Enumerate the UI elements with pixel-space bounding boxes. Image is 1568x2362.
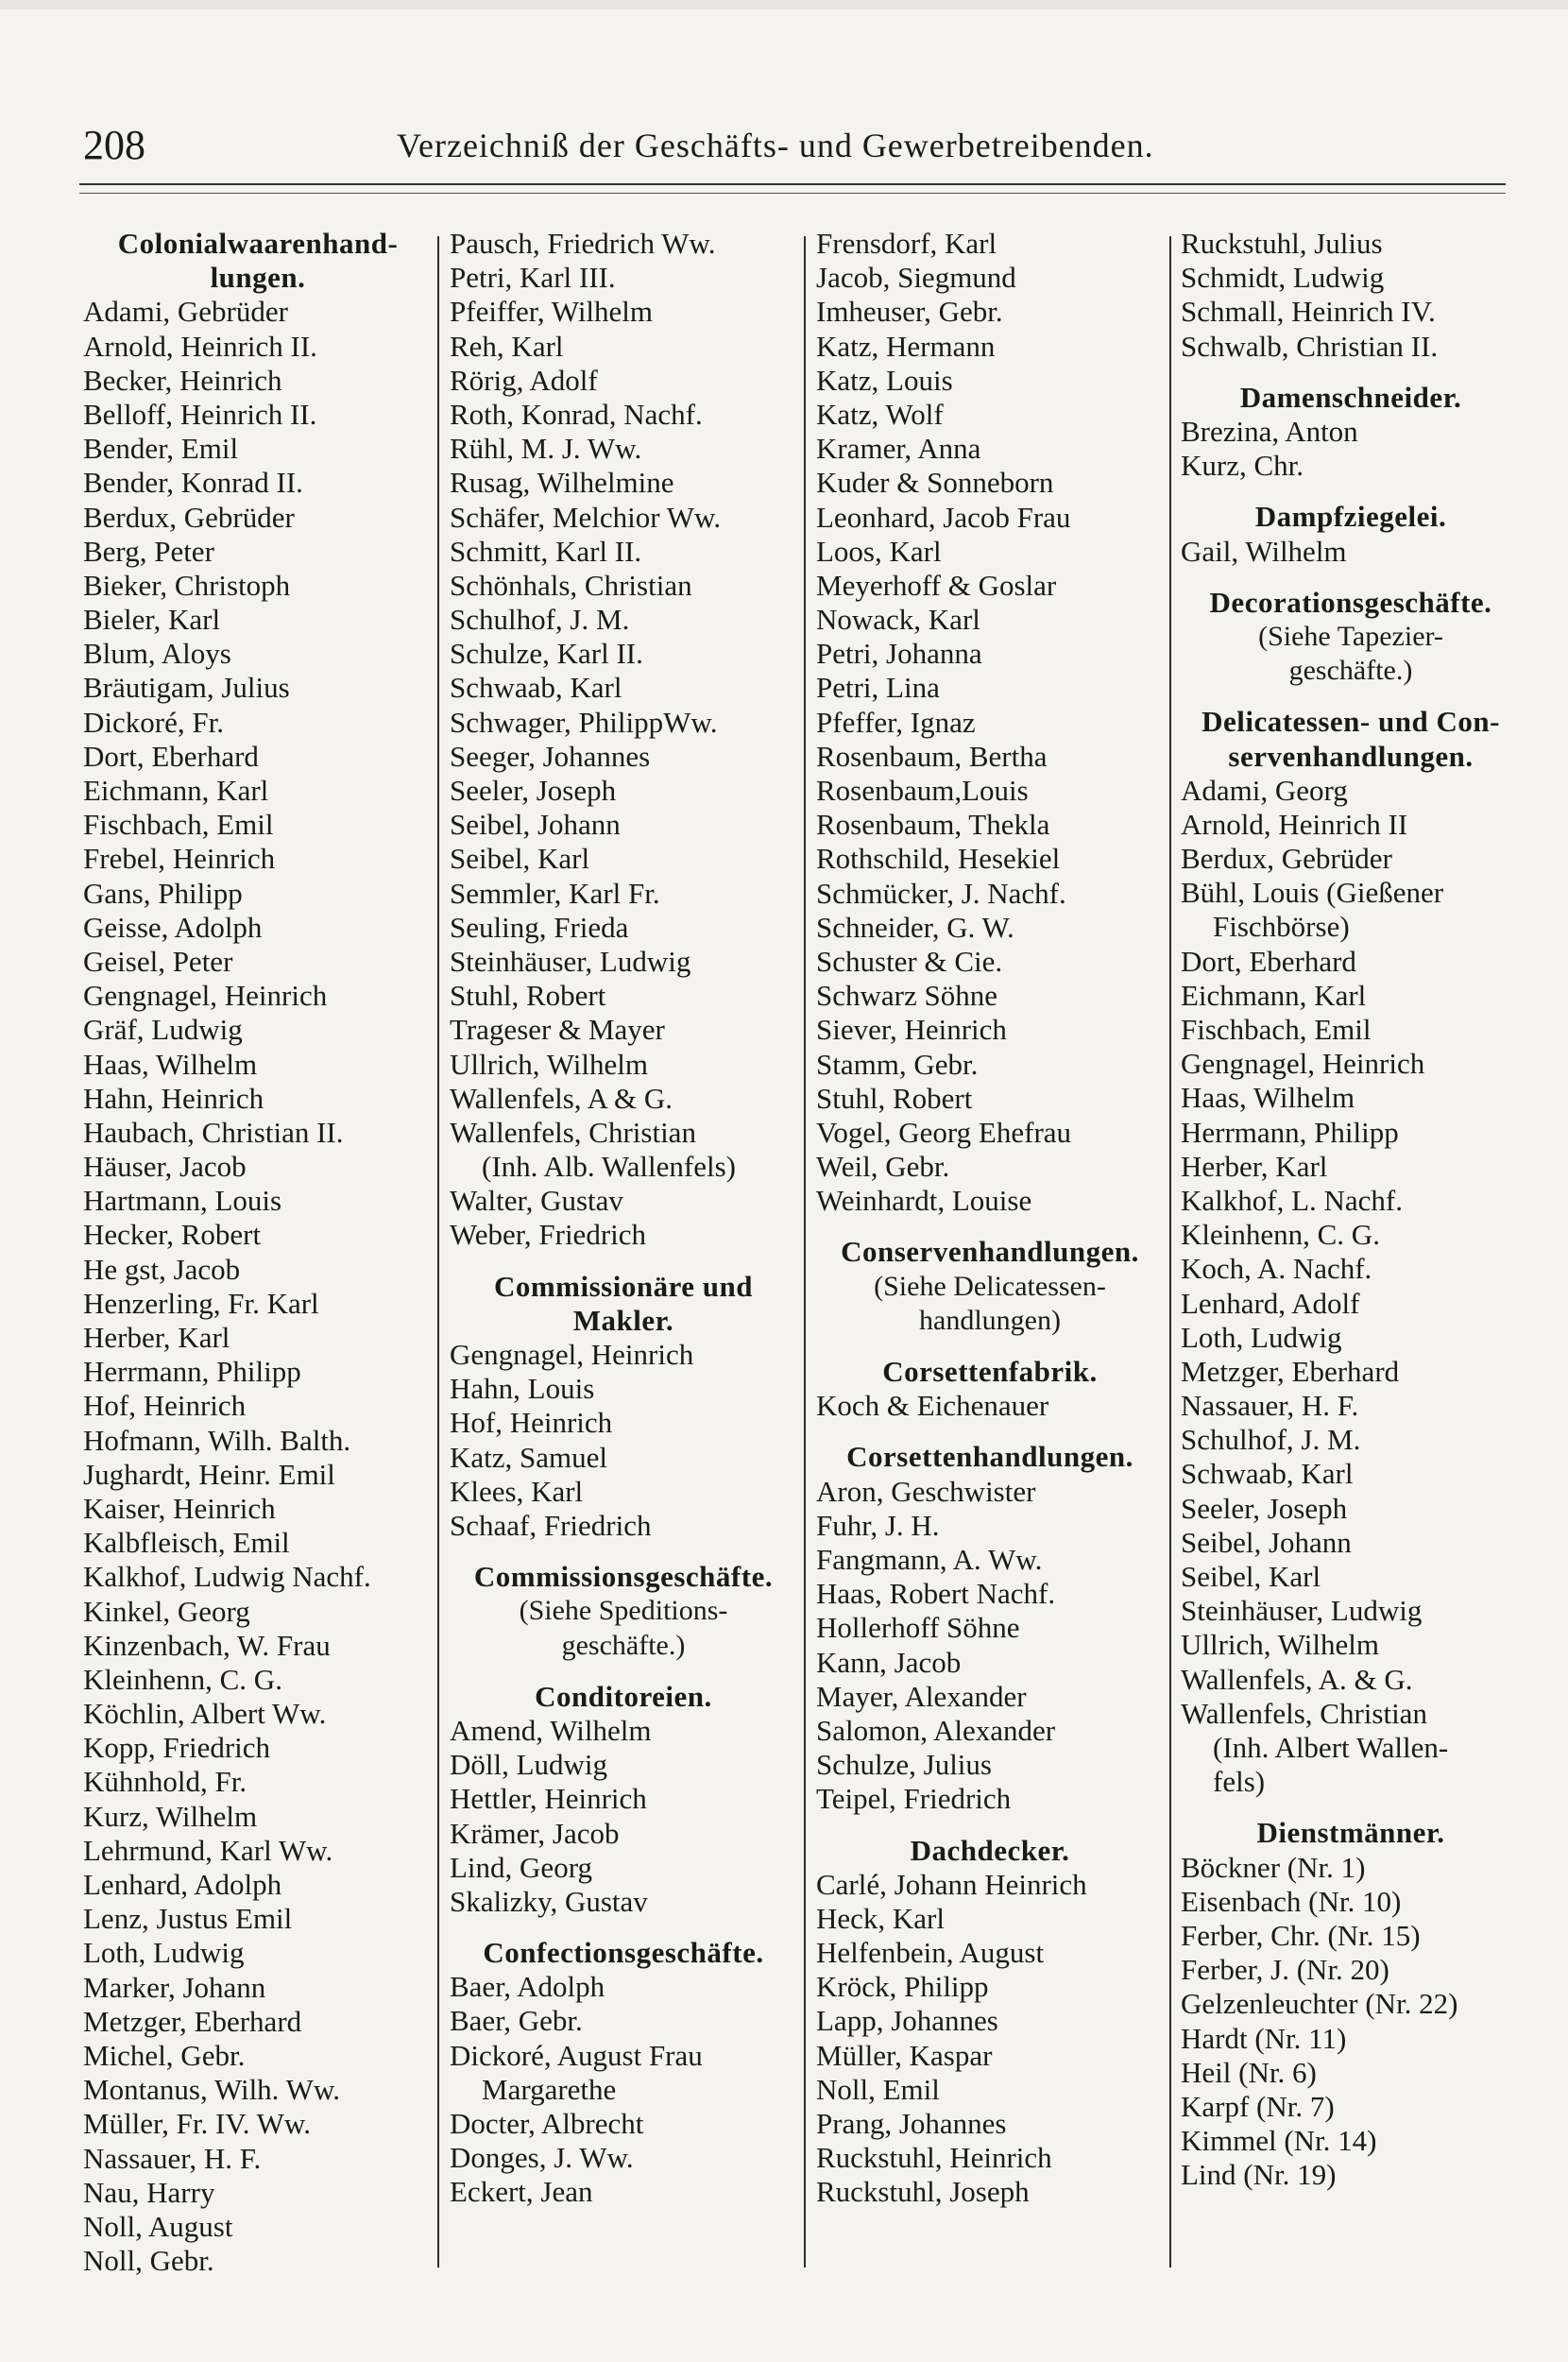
directory-entry: Meyerhoff & Goslar [816,568,1057,602]
directory-entry: Dickoré, August Frau [450,2038,703,2072]
directory-entry: Stamm, Gebr. [816,1047,979,1081]
directory-entry: Belloff, Heinrich II. [83,397,317,431]
directory-entry: Reh, Karl [450,329,564,363]
directory-entry: Schmidt, Ludwig [1181,261,1385,295]
directory-entry: Brezina, Anton [1181,414,1358,448]
directory-entry: Berdux, Gebrüder [1181,842,1392,876]
directory-entry: Gengnagel, Heinrich [1181,1047,1425,1081]
directory-entry: Kinzenbach, W. Frau [83,1628,331,1662]
directory-entry: Wallenfels, Christian [450,1115,696,1149]
directory-entry: Ferber, J. (Nr. 20) [1181,1953,1389,1987]
directory-entry: Salomon, Alexander [816,1713,1056,1747]
directory-entry: Herrmann, Philipp [1181,1115,1399,1149]
column-1 [83,227,433,2305]
directory-entry: Seibel, Karl [1181,1560,1321,1594]
directory-entry: Becker, Heinrich [83,363,282,397]
directory-entry: Müller, Fr. IV. Ww. [83,2107,312,2141]
directory-entry: Noll, Emil [816,2072,940,2106]
directory-entry: Rosenbaum, Thekla [816,808,1050,842]
directory-entry: Bieker, Christoph [83,568,291,602]
running-title: Verzeichniß der Geschäfts- und Gewerbetreibenden. [397,127,1154,164]
directory-entry: Köchlin, Albert Ww. [83,1697,327,1731]
directory-entry: Schmall, Heinrich IV. [1181,295,1436,329]
section-heading: Dachdecker. [910,1833,1070,1867]
directory-entry: Loos, Karl [816,534,942,568]
directory-entry: Kuder & Sonneborn [816,466,1054,500]
directory-entry: Bender, Emil [83,432,239,466]
directory-entry: Geisel, Peter [83,944,233,978]
directory-entry: Arnold, Heinrich II [1181,807,1408,841]
directory-entry: Kurz, Chr. [1181,449,1304,483]
directory-entry: Rörig, Adolf [450,363,598,397]
directory-entry: Gengnagel, Heinrich [83,979,328,1013]
directory-entry: Kalkhof, L. Nachf. [1181,1183,1403,1217]
entry-continuation: fels) [1213,1765,1266,1799]
directory-entry: Schwaab, Karl [450,671,622,705]
directory-entry: Donges, J. Ww. [450,2141,634,2175]
directory-entry: Baer, Gebr. [450,2004,583,2038]
column-divider [1169,236,1171,2268]
directory-entry: Gans, Philipp [83,876,243,910]
directory-entry: Bieler, Karl [83,603,221,637]
directory-entry: Katz, Louis [816,363,953,397]
directory-entry: Seeger, Johannes [450,739,651,773]
directory-entry: Blum, Aloys [83,637,231,671]
directory-entry: Schuster & Cie. [816,944,1003,978]
directory-entry: Kröck, Philipp [816,1970,989,2004]
directory-entry: Ruckstuhl, Julius [1181,227,1383,260]
directory-entry: Wallenfels, Christian [1181,1696,1427,1730]
directory-entry: Siever, Heinrich [816,1013,1007,1047]
column-divider [437,236,439,2268]
directory-entry: Roth, Konrad, Nachf. [450,397,703,431]
directory-entry: Bühl, Louis (Gießener [1181,876,1444,910]
section-heading: Commissionäre und [493,1269,754,1303]
directory-entry: Kleinhenn, C. G. [1181,1218,1380,1252]
entry-continuation: Margarethe [482,2072,617,2106]
section-heading: Commissionsgeschäfte. [473,1560,774,1594]
directory-entry: Schulze, Karl II. [450,637,643,671]
directory-entry: Schulhof, J. M. [450,603,630,637]
directory-entry: He gst, Jacob [83,1252,241,1286]
cross-reference-note: (Siehe Speditions- [519,1595,728,1627]
cross-reference-note: (Siehe Delicatessen- [874,1270,1106,1302]
directory-entry: Kalbfleisch, Emil [83,1526,290,1560]
section-heading: Conservenhandlungen. [841,1235,1139,1269]
directory-entry: Lenz, Justus Emil [83,1902,293,1936]
directory-entry: Teipel, Friedrich [816,1782,1012,1816]
directory-entry: Walter, Gustav [450,1184,623,1218]
directory-entry: Schwarz Söhne [816,979,997,1013]
directory-entry: Montanus, Wilh. Ww. [83,2073,341,2107]
directory-entry: Kalkhof, Ludwig Nachf. [83,1560,371,1594]
directory-entry: Wallenfels, A & G. [450,1081,673,1115]
directory-entry: Imheuser, Gebr. [816,295,1003,329]
directory-entry: Stuhl, Robert [816,1081,973,1115]
section-heading: Decorationsgeschäfte. [1209,585,1492,619]
directory-entry: Schmitt, Karl II. [450,534,642,568]
directory-entry: Nassauer, H. F. [1181,1389,1359,1423]
directory-entry: Michel, Gebr. [83,2038,246,2072]
directory-entry: Koch, A. Nachf. [1181,1252,1372,1286]
directory-entry: Rosenbaum, Bertha [816,739,1048,773]
page-number: 208 [83,122,145,168]
directory-entry: Hahn, Louis [450,1372,595,1406]
directory-entry: Kramer, Anna [816,432,981,466]
directory-entry: Seibel, Johann [1181,1525,1352,1559]
directory-entry: Frebel, Heinrich [83,842,276,876]
directory-entry: Karpf (Nr. 7) [1181,2089,1335,2123]
directory-entry: Klees, Karl [450,1474,584,1508]
directory-entry: Schulze, Julius [816,1748,992,1782]
directory-entry: Kopp, Friedrich [83,1731,271,1765]
directory-entry: Weber, Friedrich [450,1218,647,1252]
directory-entry: Schmücker, J. Nachf. [816,876,1066,910]
cross-reference-note: geschäfte.) [1288,655,1413,687]
directory-entry: Steinhäuser, Ludwig [450,944,691,978]
directory-entry: Prang, Johannes [816,2107,1007,2141]
directory-entry: Ruckstuhl, Heinrich [816,2141,1052,2175]
directory-entry: Krämer, Jacob [450,1816,620,1850]
directory-entry: Haas, Wilhelm [1181,1081,1355,1115]
directory-entry: Schönhals, Christian [450,568,692,602]
directory-entry: Pfeffer, Ignaz [816,705,976,739]
directory-entry: Steinhäuser, Ludwig [1181,1594,1423,1628]
directory-entry: Metzger, Eberhard [1181,1354,1400,1388]
cross-reference-note: geschäfte.) [561,1629,686,1661]
directory-entry: Rosenbaum,Louis [816,774,1029,807]
directory-entry: Semmler, Karl Fr. [450,876,660,910]
directory-entry: Stuhl, Robert [450,979,606,1013]
directory-entry: Katz, Samuel [450,1440,608,1474]
directory-entry: Heil (Nr. 6) [1181,2055,1317,2089]
directory-entry: Haas, Wilhelm [83,1047,258,1081]
directory-entry: Kaiser, Heinrich [83,1491,276,1525]
directory-entry: Eichmann, Karl [83,774,269,808]
directory-entry: Weil, Gebr. [816,1150,950,1184]
directory-entry: Adami, Gebrüder [83,295,288,329]
directory-entry: Fangmann, A. Ww. [816,1543,1043,1577]
directory-entry: Rothschild, Hesekiel [816,842,1061,876]
section-heading: Damenschneider. [1239,380,1462,414]
directory-entry: Rühl, M. J. Ww. [450,432,642,466]
directory-entry: Eichmann, Karl [1181,978,1367,1012]
directory-entry: Nau, Harry [83,2175,215,2209]
section-heading: Corsettenhandlungen. [846,1440,1133,1474]
directory-entry: Pausch, Friedrich Ww. [450,227,716,260]
directory-entry: Böckner (Nr. 1) [1181,1850,1366,1884]
directory-entry: Carlé, Johann Heinrich [816,1867,1087,1901]
directory-entry: Gräf, Ludwig [83,1013,243,1047]
section-heading: Confectionsgeschäfte. [483,1936,764,1970]
directory-entry: Schwaab, Karl [1181,1457,1354,1491]
section-heading: Makler. [572,1303,674,1337]
directory-entry: Loth, Ludwig [83,1936,245,1970]
directory-entry: Leonhard, Jacob Frau [816,500,1071,534]
directory-entry: Seeler, Joseph [450,774,617,807]
directory-entry: Gelzenleuchter (Nr. 22) [1181,1987,1458,2021]
directory-entry: Petri, Johanna [816,637,982,671]
section-heading: Corsettenfabrik. [882,1355,1098,1389]
header-rule [79,183,1506,185]
column-2 [450,227,797,2305]
directory-entry: Herber, Karl [83,1321,230,1355]
directory-entry: Seibel, Karl [450,842,590,876]
section-heading: Dampfziegelei. [1254,500,1447,534]
directory-entry: Eisenbach (Nr. 10) [1181,1884,1402,1918]
directory-entry: Frensdorf, Karl [816,227,997,260]
directory-entry: Fuhr, J. H. [816,1508,940,1542]
directory-entry: Ullrich, Wilhelm [450,1047,648,1081]
directory-entry: Seuling, Frieda [450,910,629,944]
directory-entry: Hardt (Nr. 11) [1181,2021,1347,2055]
directory-entry: Heck, Karl [816,1901,945,1935]
directory-entry: Herrmann, Philipp [83,1355,301,1389]
directory-entry: Berdux, Gebrüder [83,500,295,534]
directory-entry: Lenhard, Adolph [83,1868,282,1902]
directory-entry: Kann, Jacob [816,1645,962,1679]
directory-entry: Lind (Nr. 19) [1181,2158,1337,2192]
directory-entry: Hollerhoff Söhne [816,1611,1020,1645]
directory-entry: Pfeiffer, Wilhelm [450,295,654,329]
directory-entry: Schäfer, Melchior Ww. [450,500,722,534]
directory-entry: Schwalb, Christian II. [1181,329,1439,363]
directory-entry: Dort, Eberhard [1181,944,1356,978]
directory-entry: Schneider, G. W. [816,910,1014,944]
directory-entry: Hofmann, Wilh. Balth. [83,1423,351,1457]
entry-continuation: Fischbörse) [1213,910,1350,944]
directory-entry: Ullrich, Wilhelm [1181,1628,1379,1662]
directory-entry: Häuser, Jacob [83,1150,247,1184]
directory-entry: Noll, Gebr. [83,2244,214,2278]
directory-entry: Hof, Heinrich [450,1406,613,1440]
directory-entry: Jughardt, Heinr. Emil [83,1457,335,1491]
section-heading: lungen. [210,261,306,295]
directory-entry: Noll, August [83,2209,233,2243]
section-heading: Conditoreien. [535,1679,712,1713]
directory-entry: Hahn, Heinrich [83,1081,264,1115]
section-heading: Colonialwaarenhand- [117,227,399,260]
directory-entry: Petri, Lina [816,671,940,705]
directory-entry: Schulhof, J. M. [1181,1423,1361,1457]
directory-entry: Kimmel (Nr. 14) [1181,2124,1377,2158]
directory-entry: Lehrmund, Karl Ww. [83,1833,333,1867]
directory-entry: Skalizky, Gustav [450,1884,648,1918]
header-rule-thin [79,193,1506,194]
directory-entry: Bender, Konrad II. [83,466,303,500]
directory-entry: Kühnhold, Fr. [83,1765,247,1799]
directory-entry: Fischbach, Emil [1181,1013,1372,1047]
directory-entry: Marker, Johann [83,1970,266,2004]
directory-entry: Weinhardt, Louise [816,1184,1032,1218]
section-heading: servenhandlungen. [1228,739,1474,773]
directory-entry: Adami, Georg [1181,773,1348,807]
directory-entry: Eckert, Jean [450,2175,593,2209]
directory-entry: Henzerling, Fr. Karl [83,1286,319,1320]
directory-entry: Müller, Kaspar [816,2038,993,2072]
directory-entry: Petri, Karl III. [450,261,616,295]
directory-entry: Schwager, PhilippWw. [450,705,718,739]
directory-entry: Aron, Geschwister [816,1474,1036,1508]
directory-entry: Nassauer, H. F. [83,2141,262,2175]
page-top-edge [0,0,1568,9]
column-4 [1181,227,1521,2305]
directory-entry: Wallenfels, A. & G. [1181,1662,1413,1696]
directory-entry: Seeler, Joseph [1181,1491,1348,1525]
directory-entry: Berg, Peter [83,534,214,568]
directory-entry: Haubach, Christian II. [83,1115,344,1149]
entry-continuation: (Inh. Alb. Wallenfels) [482,1150,736,1184]
section-heading: Delicatessen- und Con- [1202,705,1500,739]
column-3 [816,227,1164,2305]
directory-entry: Dickoré, Fr. [83,705,224,739]
directory-entry: Gail, Wilhelm [1181,534,1347,568]
directory-entry: Katz, Wolf [816,397,944,431]
directory-entry: Trageser & Mayer [450,1013,665,1047]
directory-entry: Schaaf, Friedrich [450,1508,652,1542]
directory-entry: Nowack, Karl [816,603,980,637]
directory-entry: Metzger, Eberhard [83,2004,302,2038]
directory-entry: Hof, Heinrich [83,1389,247,1423]
section-heading: Dienstmänner. [1256,1816,1445,1850]
directory-entry: Ferber, Chr. (Nr. 15) [1181,1918,1421,1952]
directory-entry: Arnold, Heinrich II. [83,329,317,363]
directory-entry: Kleinhenn, C. G. [83,1662,282,1696]
directory-entry: Koch & Eichenauer [816,1389,1049,1423]
directory-entry: Lapp, Johannes [816,2004,998,2038]
entry-continuation: (Inh. Albert Wallen- [1213,1730,1449,1764]
directory-entry: Docter, Albrecht [450,2107,644,2141]
directory-entry: Geisse, Adolph [83,910,263,944]
directory-entry: Hartmann, Louis [83,1184,282,1218]
directory-entry: Baer, Adolph [450,1970,605,2004]
directory-entry: Hettler, Heinrich [450,1782,647,1816]
directory-entry: Kurz, Wilhelm [83,1799,258,1833]
cross-reference-note: handlungen) [919,1304,1061,1336]
directory-entry: Helfenbein, August [816,1936,1045,1970]
directory-entry: Seibel, Johann [450,808,621,842]
directory-entry: Lind, Georg [450,1850,592,1884]
directory-entry: Amend, Wilhelm [450,1713,652,1747]
directory-entry: Lenhard, Adolf [1181,1286,1360,1320]
directory-entry: Haas, Robert Nachf. [816,1577,1056,1611]
directory-entry: Bräutigam, Julius [83,671,290,705]
directory-entry: Rusag, Wilhelmine [450,466,674,500]
column-divider [804,236,806,2268]
directory-entry: Katz, Hermann [816,329,996,363]
directory-entry: Dort, Eberhard [83,739,259,773]
directory-entry: Hecker, Robert [83,1218,262,1252]
directory-entry: Fischbach, Emil [83,808,274,842]
directory-entry: Kinkel, Georg [83,1594,250,1628]
directory-entry: Gengnagel, Heinrich [450,1338,694,1372]
directory-entry: Herber, Karl [1181,1149,1328,1183]
directory-entry: Vogel, Georg Ehefrau [816,1115,1072,1149]
directory-entry: Mayer, Alexander [816,1679,1027,1713]
directory-entry: Ruckstuhl, Joseph [816,2175,1030,2209]
cross-reference-note: (Siehe Tapezier- [1258,620,1443,652]
directory-entry: Döll, Ludwig [450,1748,608,1782]
directory-entry: Jacob, Siegmund [816,261,1016,295]
directory-entry: Loth, Ludwig [1181,1320,1342,1354]
